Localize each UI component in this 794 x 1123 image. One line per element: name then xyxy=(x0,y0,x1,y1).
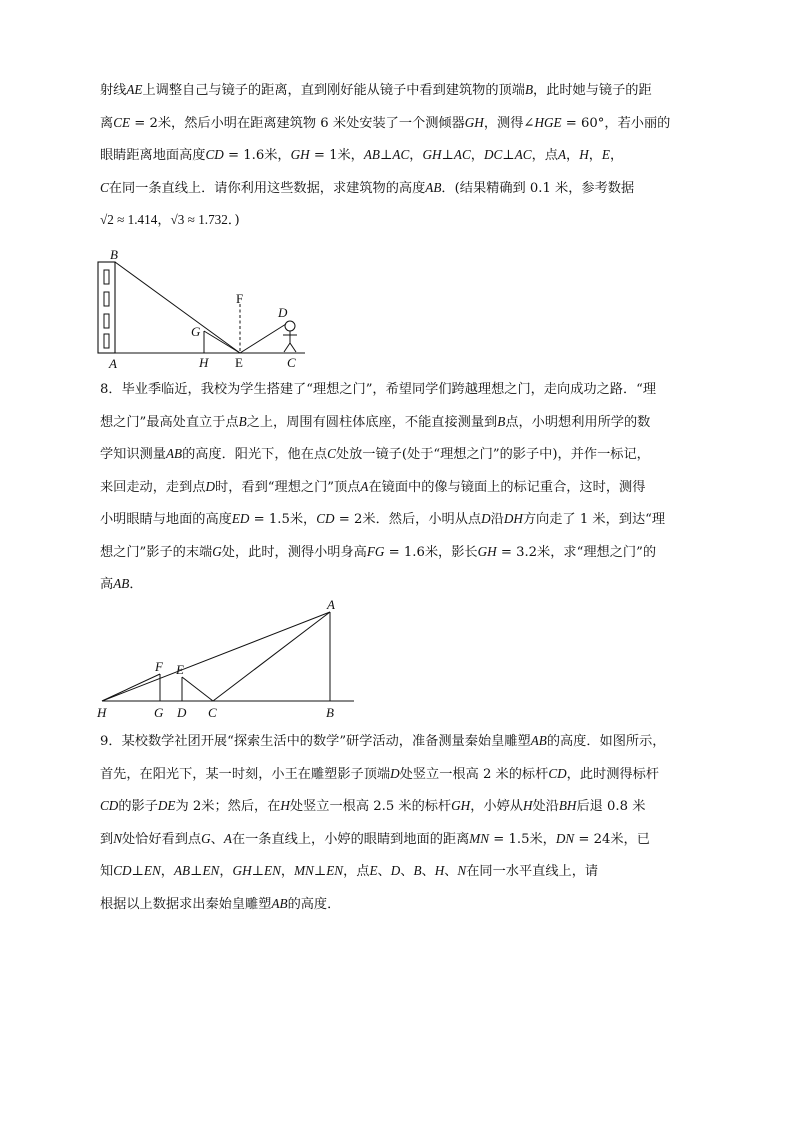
figure-problem-7 xyxy=(95,246,315,374)
segment-HF xyxy=(102,674,160,701)
segment-GE xyxy=(204,331,240,353)
label-C: C xyxy=(208,705,217,720)
figure-8-svg xyxy=(92,596,362,722)
segment-EC xyxy=(182,677,213,701)
p7-line-3: 眼睛距离地面高度CD = 1.6米，GH = 1米，AB⊥AC，GH⊥AC，DC⊥AC，点A，H，E， xyxy=(100,147,624,163)
p8-line-5: 小明眼睛与地面的高度ED = 1.5米，CD = 2米．然后，小明从点D沿DH方向走了 1 米，到达“理 xyxy=(100,511,666,527)
label-G: G xyxy=(191,324,201,339)
problem-7-text xyxy=(100,74,696,237)
building-window xyxy=(104,334,109,348)
label-D: D xyxy=(177,705,187,720)
p8-line-7: 高AB． xyxy=(100,576,143,592)
problem-9-text xyxy=(100,725,696,920)
label-B: B xyxy=(326,705,334,720)
p7-line-2: 离CE = 2米，然后小明在距离建筑物 6 米处安装了一个测倾器GH，测得∠HGE = 60°，若小丽的 xyxy=(100,114,671,131)
p9-line-1: 9．某校数学社团开展“探索生活中的数学”研学活动，准备测量秦始皇雕塑AB的高度．如图所示， xyxy=(100,733,666,749)
label-H: H xyxy=(199,355,209,370)
person-head xyxy=(285,321,295,331)
label-A: A xyxy=(109,356,117,371)
p8-line-1: 8．毕业季临近，我校为学生搭建了“理想之门”，希望同学们跨越理想之门，走向成功之路．“理 xyxy=(100,382,657,397)
label-E: E xyxy=(176,662,184,677)
building-outline xyxy=(98,262,115,353)
p7-line-1: 射线AE上调整自己与镜子的距离，直到刚好能从镜子中看到建筑物的顶端B，此时她与镜子的距 xyxy=(100,82,652,98)
problem-8-text xyxy=(100,374,696,601)
person-leg xyxy=(290,343,296,352)
p8-line-6: 想之门”影子的末端G处，此时，测得小明身高FG = 1.6米，影长GH = 3.2米，求“理想之门”的 xyxy=(100,543,657,560)
figure-problem-8 xyxy=(92,596,362,722)
p9-line-3: CD的影子DE为 2米；然后，在H处竖立一根高 2.5 米的标杆GH，小婷从H处沿BH后退 0.8 米 xyxy=(100,798,646,814)
segment-HA xyxy=(102,612,330,701)
label-G: G xyxy=(154,705,164,720)
person-leg xyxy=(284,343,290,352)
label-H: H xyxy=(97,705,107,720)
building-window xyxy=(104,314,109,328)
segment-CA xyxy=(213,612,330,701)
label-E: E xyxy=(235,355,243,370)
label-F: F xyxy=(236,291,244,306)
p8-line-4: 来回走动，走到点D时，看到“理想之门”顶点A在镜面中的像与镜面上的标记重合，这时，测得 xyxy=(100,478,646,495)
label-D: D xyxy=(278,305,288,320)
p9-line-2: 首先，在阳光下，某一时刻，小王在雕塑影子顶端D处竖立一根高 2 米的标杆CD，此时测得标杆 xyxy=(100,765,659,782)
figure-7-svg xyxy=(95,246,315,374)
label-B: B xyxy=(110,247,118,262)
label-C: C xyxy=(287,355,296,370)
segment-ED xyxy=(240,324,286,353)
segment-BE xyxy=(115,262,240,353)
label-A: A xyxy=(327,597,335,612)
building-window xyxy=(104,292,109,306)
p9-line-5: 知CD⊥EN，AB⊥EN，GH⊥EN，MN⊥EN，点E、D、B、H、N在同一水平直线上，请 xyxy=(100,863,599,879)
p9-line-4: 到N处恰好看到点G、A在一条直线上，小婷的眼睛到地面的距离MN = 1.5米，DN = 24米，已 xyxy=(100,830,650,847)
building-window xyxy=(104,270,109,284)
p8-line-2: 想之门”最高处直立于点B之上，周围有圆柱体底座，不能直接测量到B点，小明想利用所学的数 xyxy=(100,413,651,430)
p7-line-5: √2 ≈ 1.414，√3 ≈ 1.732．) xyxy=(100,212,240,228)
p9-line-6: 根据以上数据求出秦始皇雕塑AB的高度． xyxy=(100,895,341,912)
label-F: F xyxy=(155,659,163,674)
p8-line-3: 学知识测量AB的高度．阳光下，他在点C处放一镜子(处于“理想之门”的影子中)，并作一标记， xyxy=(100,446,650,462)
p7-line-4: C在同一条直线上．请你利用这些数据，求建筑物的高度AB．(结果精确到 0.1 米，参考数据 xyxy=(100,179,635,196)
